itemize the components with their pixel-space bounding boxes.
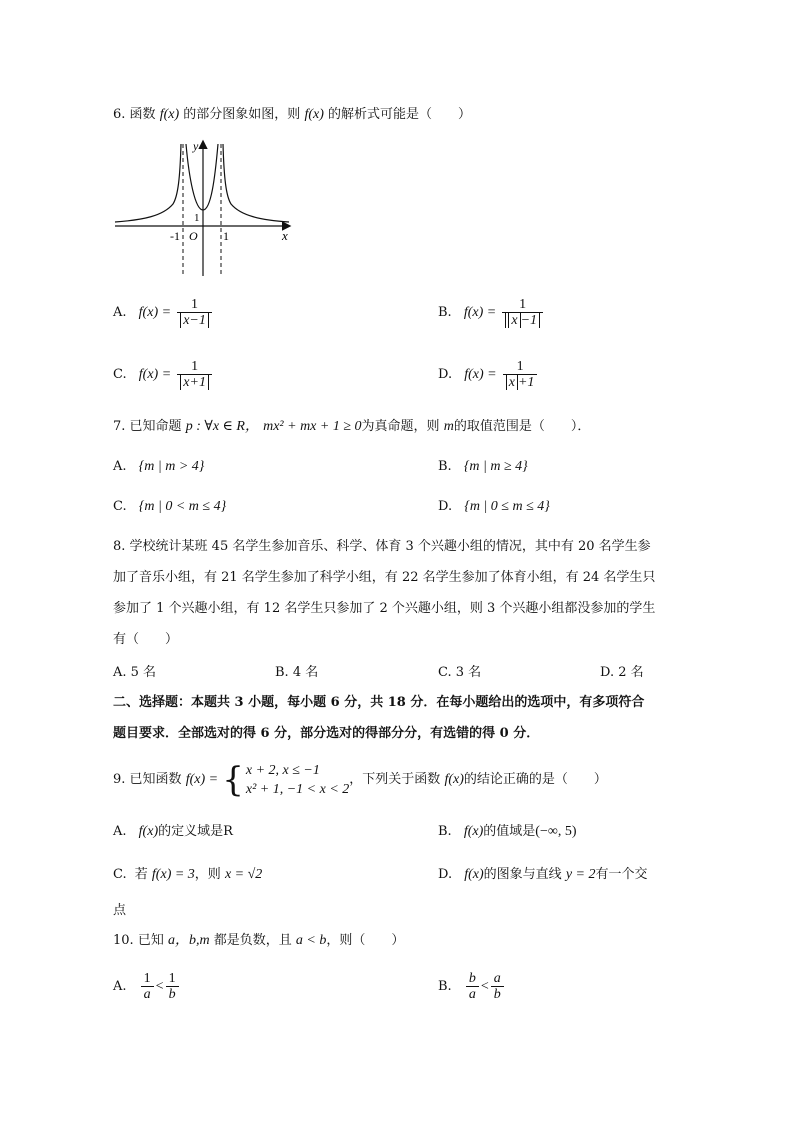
q8-option-d[interactable]: D. 2 名 [600,665,644,680]
q10-option-a[interactable]: A. $\frac{1}{a}$ < $\frac{1}{b}$ [113,970,181,1004]
q10-option-b[interactable]: B. $\frac{b}{a}$ < $\frac{a}{b}$ [438,970,506,1004]
q6-option-b[interactable]: B. f(x) = $\frac{1}{x -1}$ [438,296,545,330]
q6-number: 6. [113,107,126,122]
q6-option-d[interactable]: D. f(x) = $\frac{1}{x +1}$ [438,358,539,392]
q6-stem [113,106,471,124]
q8-line-2: 加了音乐小组，有 21 名学生参加了科学小组，有 22 名学生参加了体育小组，有 24 名学生只 [113,570,656,585]
tick-neg1-label: -1 [170,229,180,243]
q10-stem: 10. 已知 a，b,m 都是负数，且 a < b，则（ ） [113,933,405,948]
y-intercept-label: 1 [194,212,200,224]
curve-right-branch [223,144,289,222]
tick-pos1-label: 1 [223,229,229,243]
q8-line-3: 参加了 1 个兴趣小组，有 12 名学生只参加了 2 个兴趣小组，则 3 个兴趣小组都没参加的学生 [113,601,656,616]
q9-option-d[interactable]: D. f(x)的图象与直线 y = 2有一个交 [438,867,648,882]
q8-option-a[interactable]: A. 5 名 [113,665,157,680]
q6-text-a: 函数 [129,107,156,122]
y-axis-label: y [193,139,199,153]
x-axis-label: x [282,228,288,243]
q7-stem: 7. 已知命题 p : ∀x ∈ R， mx² + mx + 1 ≥ 0为真命题，则 m的取值范围是（ ）． [113,419,591,434]
q9-option-b[interactable]: B. f(x)的值域是(−∞, 5) [438,824,577,839]
q7-option-b[interactable]: B. {m | m ≥ 4} [438,459,528,474]
section-2-instructions: 题目要求．全部选对的得 6 分，部分选对的得部分分，有选错的得 0 分． [113,726,540,741]
q7-option-c[interactable]: C. {m | 0 < m ≤ 4} [113,499,227,514]
q8-option-c[interactable]: C. 3 名 [438,665,482,680]
q9-option-c[interactable]: C. 若 f(x) = 3，则 x = √2 [113,867,263,882]
section-2-heading: 二、选择题：本题共 3 小题，每小题 6 分，共 18 分．在每小题给出的选项中，有多项符合 [113,695,645,710]
q9-option-a[interactable]: A. f(x)的定义域是R [113,824,233,839]
q8-line-1: 8. 学校统计某班 45 名学生参加音乐、科学、体育 3 个兴趣小组的情况，其中有 20 名学生参 [113,539,651,554]
q7-option-a[interactable]: A. {m | m > 4} [113,459,205,474]
q6-text-b: 的部分图象如图，则 [183,107,301,122]
q6-fx-1: f(x) [159,107,180,122]
q9-piecewise: { x + 2, x ≤ −1 x² + 1, −1 < x < 2 [222,759,350,800]
curve-left-branch [115,144,181,222]
q7-option-d[interactable]: D. {m | 0 ≤ m ≤ 4} [438,499,550,514]
q8-option-b[interactable]: B. 4 名 [275,665,319,680]
q6-option-c[interactable]: C. f(x) = $\frac{1}{x+1}$ [113,358,214,392]
q6-option-a[interactable]: A. f(x) = $\frac{1}{x-1}$ [113,296,214,330]
q9-option-d-wrap: 点 [113,903,127,918]
origin-label: O [189,229,198,243]
q6-graph [113,138,295,278]
q6-text-c: 的解析式可能是（ ） [328,107,472,122]
q6-fx-2: f(x) [304,107,324,122]
curve-middle-branch [186,144,218,210]
q9-stem: 9. 已知函数 f(x) = { x + 2, x ≤ −1 x² + 1, −1 < x < 2 ，下列关于函数 f(x)的结论正确的是（ ） [113,759,607,800]
q8-line-4: 有（ ） [113,632,179,647]
